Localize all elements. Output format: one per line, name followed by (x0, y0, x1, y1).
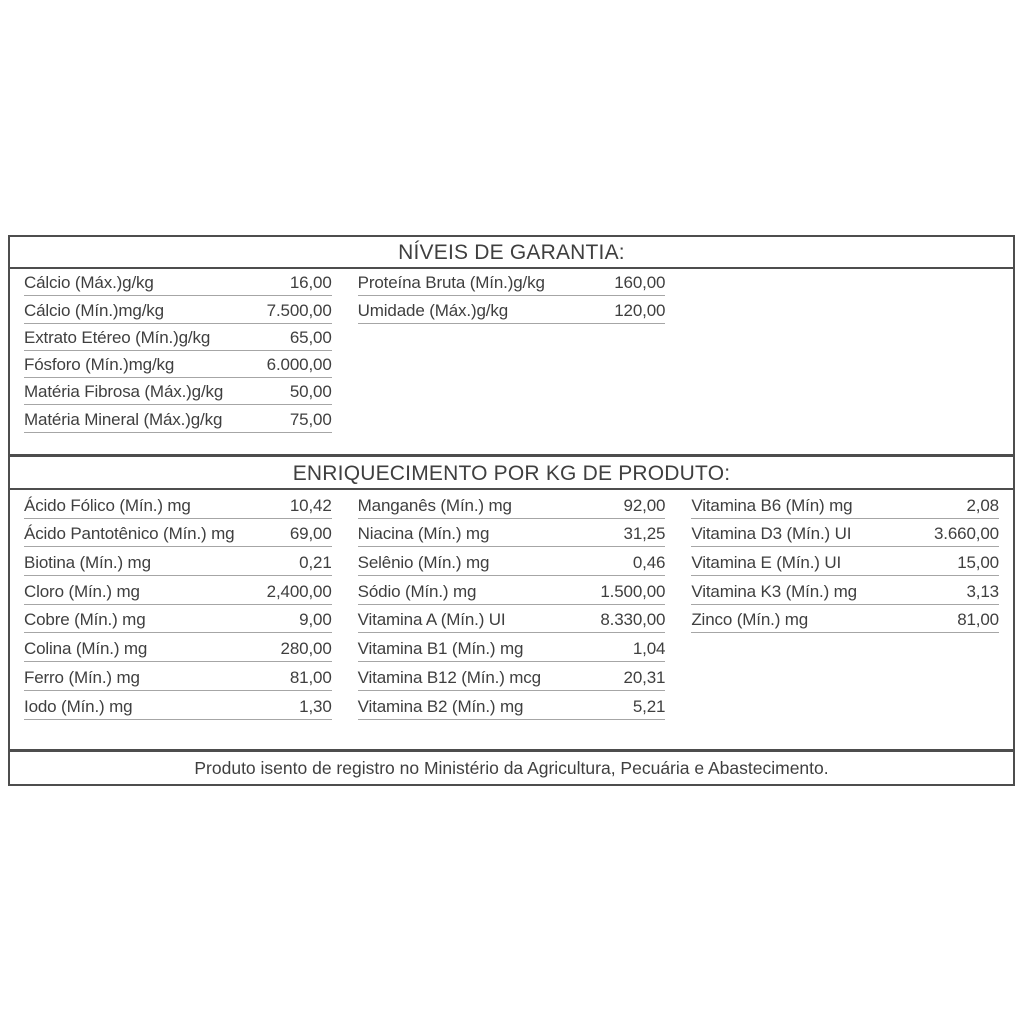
row-label: Umidade (Máx.)g/kg (357, 300, 509, 320)
row-value: 0,21 (299, 553, 332, 573)
row-label: Matéria Fibrosa (Máx.)g/kg (24, 382, 224, 402)
row-label: Cálcio (Máx.)g/kg (24, 273, 154, 293)
row-label: Cálcio (Mín.)mg/kg (24, 300, 164, 320)
table-row (358, 490, 666, 519)
row-label: Selênio (Mín.) mg (357, 553, 490, 573)
row-value: 69,00 (289, 524, 332, 544)
row-value: 5,21 (632, 696, 666, 716)
row-label: Fósforo (Mín.)mg/kg (24, 355, 175, 375)
row-value: 120,00 (614, 300, 666, 320)
row-value: 20,31 (623, 667, 666, 687)
row-value: 10,42 (289, 495, 332, 515)
table-row (358, 519, 666, 548)
table-row (24, 378, 332, 405)
row-value: 8.330,00 (600, 610, 666, 630)
row-value: 15,00 (957, 553, 999, 573)
registration-note: Produto isento de registro no Ministério da Agricultura, Pecuária e Abastecimento. (10, 749, 1013, 784)
section-title-enriquecimento: ENRIQUECIMENTO POR KG DE PRODUTO: (10, 454, 1013, 490)
enriquecimento-column-2 (358, 490, 666, 720)
row-value: 280,00 (280, 639, 332, 659)
row-value: 1.500,00 (600, 581, 666, 601)
row-label: Matéria Mineral (Máx.)g/kg (24, 409, 223, 429)
section-title-niveis-de-garantia: NÍVEIS DE GARANTIA: (10, 237, 1013, 269)
row-label: Biotina (Mín.) mg (24, 553, 151, 573)
table-row (24, 662, 332, 691)
table-row (358, 633, 666, 662)
row-label: Vitamina K3 (Mín.) mg (691, 581, 857, 601)
guarantee-panel (8, 235, 1015, 786)
row-label: Manganês (Mín.) mg (357, 495, 512, 515)
row-value: 1,04 (632, 639, 666, 659)
table-row (358, 576, 666, 605)
table-row (358, 269, 666, 296)
row-value: 81,00 (289, 667, 332, 687)
table-row (691, 547, 999, 576)
row-value: 3.660,00 (934, 524, 999, 544)
row-value: 1,30 (299, 696, 332, 716)
table-row (24, 576, 332, 605)
row-value: 50,00 (289, 382, 332, 402)
row-label: Ferro (Mín.) mg (24, 667, 140, 687)
row-label: Sódio (Mín.) mg (357, 581, 477, 601)
table-row (24, 519, 332, 548)
table-row (691, 490, 999, 519)
table-row (24, 324, 332, 351)
table-row (24, 691, 332, 720)
table-row (24, 405, 332, 432)
row-value: 2,400,00 (266, 581, 332, 601)
row-label: Vitamina D3 (Mín.) UI (691, 524, 852, 544)
row-value: 81,00 (957, 610, 999, 630)
enriquecimento-column-3 (691, 490, 999, 720)
row-label: Niacina (Mín.) mg (357, 524, 490, 544)
row-value: 2,08 (966, 495, 999, 515)
table-row (24, 547, 332, 576)
table-row (358, 691, 666, 720)
row-label: Proteína Bruta (Mín.)g/kg (357, 273, 545, 293)
garantia-column-3-empty (691, 269, 999, 433)
row-label: Iodo (Mín.) mg (24, 696, 133, 716)
enriquecimento-table (10, 490, 1013, 749)
row-label: Cloro (Mín.) mg (24, 581, 140, 601)
row-label: Ácido Pantotênico (Mín.) mg (24, 524, 235, 544)
table-row (24, 605, 332, 634)
table-row (24, 296, 332, 323)
row-label: Cobre (Mín.) mg (24, 610, 146, 630)
row-value: 9,00 (299, 610, 332, 630)
table-row (358, 547, 666, 576)
row-label: Vitamina A (Mín.) UI (357, 610, 506, 630)
enriquecimento-column-1 (24, 490, 332, 720)
row-label: Colina (Mín.) mg (24, 639, 148, 659)
row-value: 160,00 (614, 273, 666, 293)
table-row (24, 490, 332, 519)
garantia-column-2 (358, 269, 666, 433)
table-row (24, 633, 332, 662)
row-value: 31,25 (623, 524, 666, 544)
row-label: Vitamina B2 (Mín.) mg (357, 696, 524, 716)
niveis-de-garantia-table (10, 269, 1013, 454)
table-row (358, 662, 666, 691)
row-value: 3,13 (966, 581, 999, 601)
row-value: 92,00 (623, 495, 666, 515)
table-row (691, 605, 999, 634)
table-row (691, 519, 999, 548)
table-row (358, 296, 666, 323)
table-row (691, 576, 999, 605)
row-value: 16,00 (289, 273, 332, 293)
row-value: 6.000,00 (266, 355, 332, 375)
table-row (24, 269, 332, 296)
row-label: Ácido Fólico (Mín.) mg (24, 495, 191, 515)
garantia-column-1 (24, 269, 332, 433)
row-label: Zinco (Mín.) mg (691, 610, 809, 630)
row-label: Extrato Etéreo (Mín.)g/kg (24, 327, 211, 347)
row-label: Vitamina E (Mín.) UI (691, 553, 842, 573)
row-label: Vitamina B1 (Mín.) mg (357, 639, 524, 659)
row-label: Vitamina B12 (Mín.) mcg (357, 667, 541, 687)
row-value: 7.500,00 (266, 300, 332, 320)
table-row (24, 351, 332, 378)
row-label: Vitamina B6 (Mín) mg (691, 495, 853, 515)
row-value: 75,00 (289, 409, 332, 429)
row-value: 65,00 (289, 327, 332, 347)
table-row (358, 605, 666, 634)
row-value: 0,46 (632, 553, 666, 573)
